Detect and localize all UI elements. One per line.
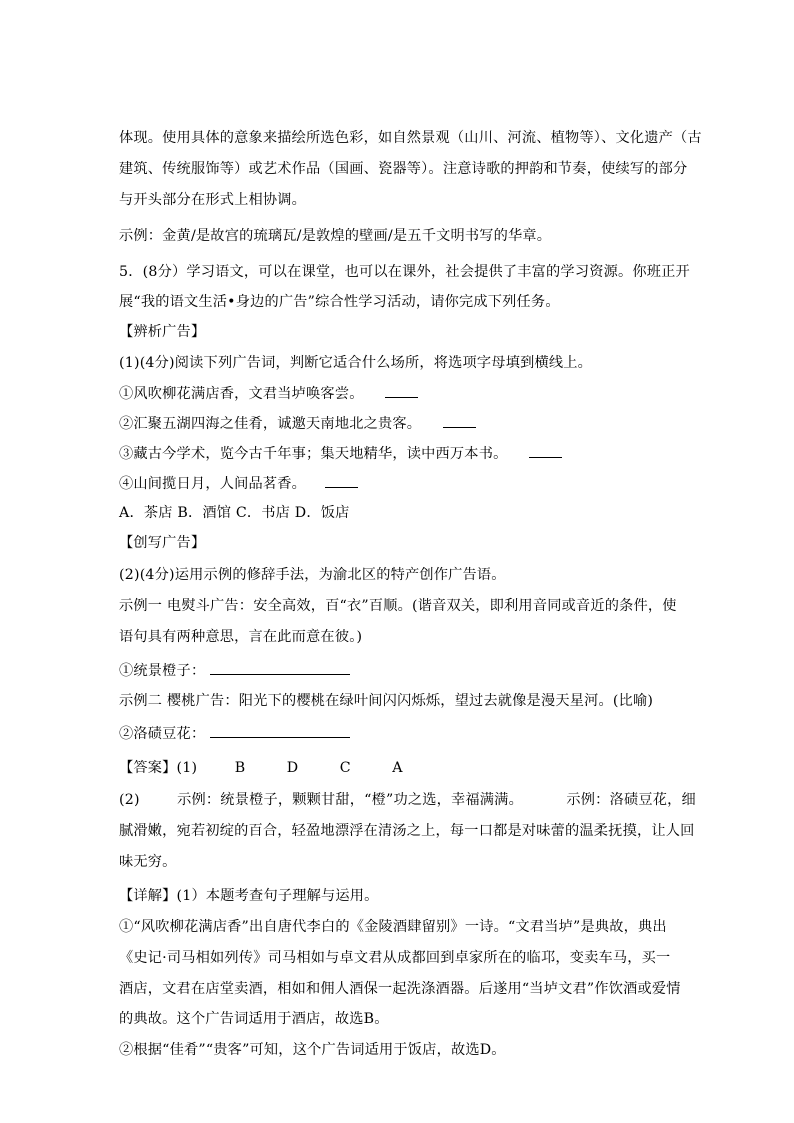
answer-blank[interactable]: [443, 413, 476, 428]
example-two: 示例二 樱桃广告：阳光下的樱桃在绿叶间闪闪烁烁，望过去就像是漫天星河。(比喻): [119, 693, 654, 709]
sub-question-1: (1)(4分)阅读下列广告词，判断它适合什么场所，将选项字母填到横线上。: [119, 355, 593, 371]
question-5-stem: 5．(8分）学习语文，可以在课堂，也可以在课外，社会提供了丰富的学习资源。你班正开: [119, 264, 690, 280]
text-line: 《史记·司马相如列传》司马相如与卓文君从成都回到卓家所在的临邛，变卖车马，买一: [119, 950, 671, 966]
answer-example-a: 示例：统景橙子，颗颗甘甜，“橙”功之选，幸福满满。: [177, 792, 523, 808]
ad-item-text: ④山间揽日月，人间品茗香。: [119, 476, 307, 492]
text-line: 酒店，文君在店堂卖酒，相如和佣人酒保一起洗涤酒器。后遂用“当垆文君”作饮酒或爱情: [119, 981, 681, 997]
question-5-stem-cont: 展“我的语文生活•身边的广告”综合性学习活动，请你完成下列任务。: [119, 294, 560, 310]
text-line: 体现。使用具体的意象来描绘所选色彩，如自然景观（山川、河流、植物等）、文化遗产（古: [119, 130, 702, 146]
answer-blank[interactable]: [210, 723, 350, 738]
answer-choice: B: [234, 760, 246, 776]
answer-blank[interactable]: [385, 383, 418, 398]
ad-item-text: ①风吹柳花满店香，文君当垆唤客尝。: [119, 386, 364, 402]
ad-item-4: [119, 473, 358, 494]
write-item-2: [119, 723, 350, 744]
ad-item-1: [119, 383, 418, 404]
sub-question-2: (2)(4分)运用示例的修辞手法，为渝北区的特产创作广告语。: [119, 567, 506, 583]
example-one: 示例一 电熨斗广告：安全高效，百“衣”百顺。(谐音双关，即利用音同或音近的条件，使: [119, 598, 677, 614]
text-line: 与开头部分在形式上相协调。: [119, 192, 307, 208]
answer-blank[interactable]: [325, 473, 358, 488]
answer-blank[interactable]: [529, 443, 562, 458]
write-item-label: ①统景橙子：: [119, 663, 206, 679]
text-line: ①“风吹柳花满店香”出自唐代李白的《金陵酒肆留别》一诗。“文君当垆”是典故，典出: [119, 919, 667, 935]
example-one-cont: 语句具有两种意思，言在此而意在彼。): [119, 629, 363, 645]
write-item-1: [119, 660, 350, 681]
answer-label: 【答案】(1): [119, 760, 198, 776]
text-line: 味无穷。: [119, 854, 177, 870]
answer-line-2: [119, 790, 696, 810]
explanation-heading: 【详解】(1）本题考查句子理解与运用。: [119, 888, 379, 904]
section-heading: 【辨析广告】: [119, 324, 206, 340]
ad-item-text: ③藏古今学术，览今古千年事；集天地精华，读中西万本书。: [119, 446, 508, 462]
answer-choice: D: [286, 760, 299, 776]
write-item-label: ②洛碛豆花：: [119, 726, 206, 742]
text-line: 建筑、传统服饰等）或艺术作品（国画、瓷器等）。注意诗歌的押韵和节奏，使续写的部分: [119, 161, 688, 177]
options-line: A．茶店 B．酒馆 C．书店 D．饭店: [119, 505, 350, 521]
answer-choice: C: [339, 760, 351, 776]
answer-example-b: 示例：洛碛豆花，细: [566, 792, 696, 808]
text-line: ②根据“佳肴”“贵客”可知，这个广告词适用于饭店，故选D。: [119, 1042, 506, 1058]
answer-choice: A: [392, 760, 403, 776]
answer-number: (2): [119, 792, 140, 808]
example-line: 示例：金黄/是故宫的琉璃瓦/是敦煌的壁画/是五千文明书写的华章。: [119, 228, 552, 244]
ad-item-3: [119, 443, 562, 464]
ad-item-2: [119, 413, 476, 434]
ad-item-text: ②汇聚五湖四海之佳肴，诚邀天南地北之贵客。: [119, 416, 422, 432]
answer-line-1: [119, 758, 403, 778]
answer-blank[interactable]: [210, 660, 350, 675]
text-line: 的典故。这个广告词适用于酒店，故选B。: [119, 1011, 389, 1027]
text-line: 腻滑嫩，宛若初绽的百合，轻盈地漂浮在清汤之上，每一口都是对味蕾的温柔抚摸，让人回: [119, 823, 695, 839]
section-heading: 【创写广告】: [119, 535, 206, 551]
